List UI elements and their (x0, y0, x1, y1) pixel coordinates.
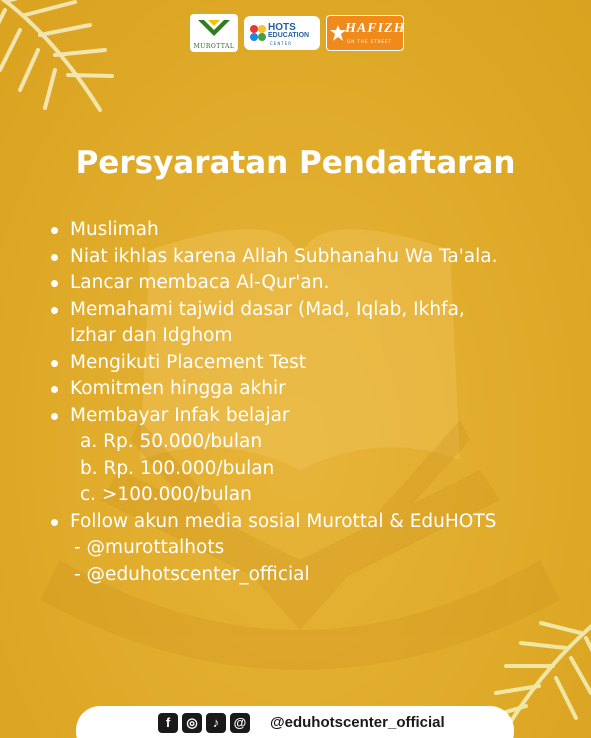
hafizh-logo-tagline: ON THE STREET (347, 39, 392, 44)
tiktok-icon: ♪ (206, 713, 226, 733)
hots-emblem-icon (247, 22, 269, 44)
hots-education-logo (244, 16, 320, 50)
hots-logo-tagline: CENTER (270, 41, 293, 46)
payment-option: b. Rp. 100.000/bulan (80, 457, 275, 479)
social-handle: @eduhotscenter_official (270, 714, 445, 731)
hots-logo-subtext: EDUCATION (268, 32, 310, 39)
social-account-item: - @murottalhots (74, 537, 225, 558)
social-icons (158, 713, 250, 733)
hafizh-emblem-icon (330, 25, 346, 41)
requirement-item: Follow akun media sosial Murottal & EduHOTS (48, 509, 578, 536)
partner-logos (190, 14, 404, 52)
instagram-icon: ◎ (182, 713, 202, 733)
requirement-item: Niat ikhlas karena Allah Subhanahu Wa Ta'ala. (48, 244, 578, 271)
requirement-item: Komitmen hingga akhir (48, 376, 578, 403)
payment-option: a. Rp. 50.000/bulan (80, 431, 263, 452)
threads-icon: @ (230, 713, 250, 733)
requirement-item-continuation: Izhar dan Idghom (70, 325, 233, 346)
requirement-item: Memahami tajwid dasar (Mad, Iqlab, Ikhfa, (48, 297, 578, 324)
requirement-item: Lancar membaca Al-Qur'an. (48, 270, 578, 297)
palm-leaf-decoration (0, 0, 140, 130)
hafizh-logo (326, 15, 404, 51)
requirement-item: Membayar Infak belajar (48, 403, 578, 430)
requirements-list (48, 217, 578, 588)
facebook-icon: f (158, 713, 178, 733)
hots-logo-text: HOTS (268, 22, 296, 33)
payment-option: c. >100.000/bulan (80, 484, 252, 505)
murottal-logo-text: MUROTTAL (193, 43, 235, 50)
murottal-emblem-icon (190, 14, 238, 42)
murottal-logo (190, 14, 238, 52)
social-account-item: - @eduhotscenter_official (74, 563, 310, 585)
requirement-item: Mengikuti Placement Test (48, 350, 578, 377)
requirement-item: Muslimah (48, 217, 578, 244)
page-title: Persyaratan Pendaftaran (75, 145, 516, 181)
hafizh-logo-text: HAFIZH (345, 21, 406, 36)
